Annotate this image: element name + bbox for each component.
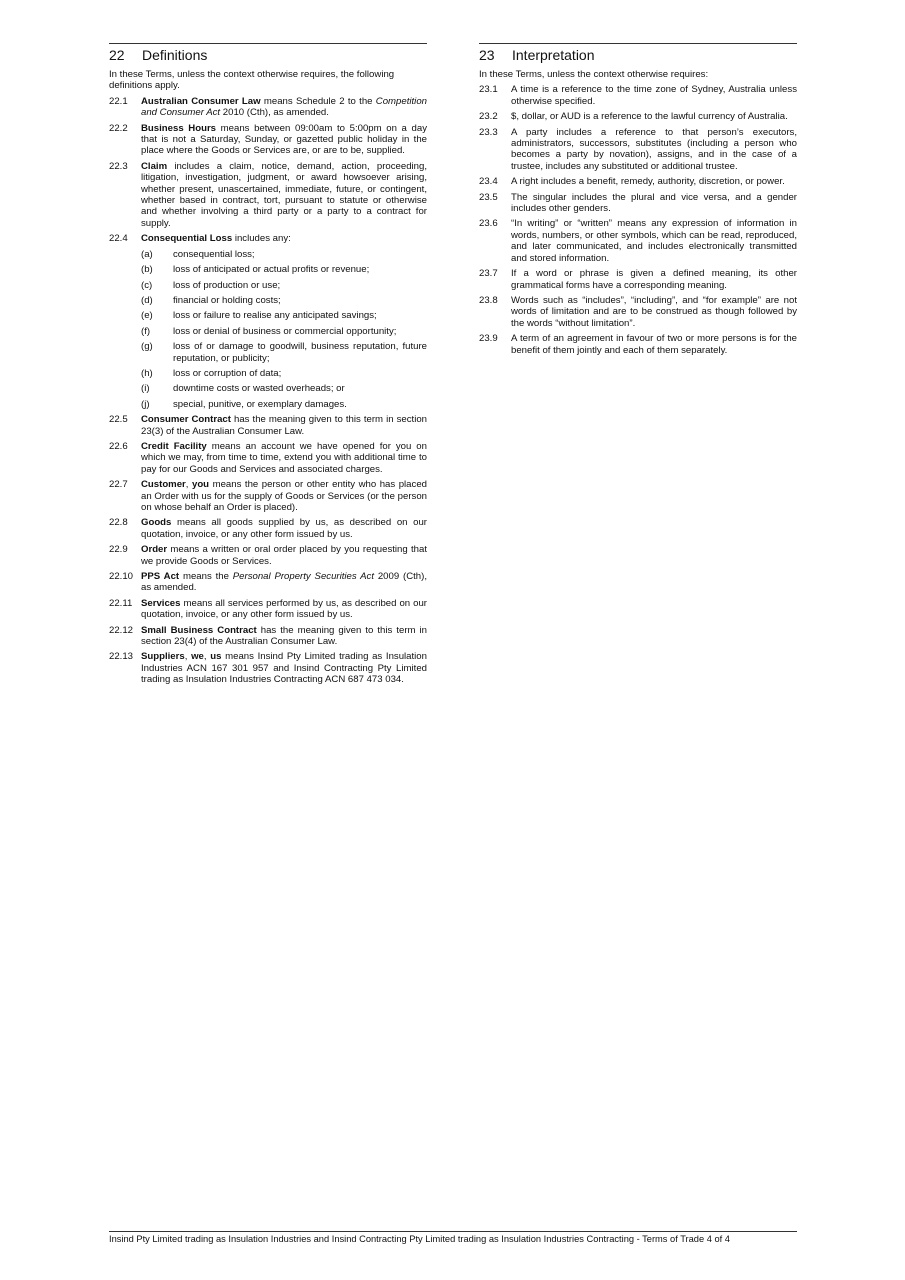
- item-text: A party includes a reference to that person’s executors, administrators, successors, substitutes (including a person who becomes a party by novation), assigns, and in the case of a trustee, includes any substituted or additional trustee.: [511, 126, 797, 172]
- defined-term: Order: [141, 544, 168, 556]
- list-item-text: loss or corruption of data;: [173, 367, 282, 379]
- defined-term: PPS Act: [141, 571, 180, 583]
- list-item-number: (e): [141, 310, 153, 322]
- item-number: 22.3: [109, 160, 128, 172]
- interpretation-item: [479, 268, 797, 291]
- item-number: 23.9: [479, 333, 498, 345]
- item-number: 23.1: [479, 84, 498, 96]
- defined-term: Goods: [141, 517, 172, 529]
- item-number: 23.7: [479, 268, 498, 280]
- item-number: 22.4: [109, 233, 128, 245]
- list-item-text: downtime costs or wasted overheads; or: [173, 383, 345, 395]
- act-title: Personal Property Securities Act: [232, 571, 375, 583]
- defined-term: Claim: [141, 160, 168, 172]
- item-text: A term of an agreement in favour of two or more persons is for the benefit of them jointly and each of them separately.: [511, 333, 797, 356]
- list-item-text: financial or holding costs;: [173, 294, 281, 306]
- defined-term: Suppliers: [141, 651, 185, 663]
- item-number: 22.10: [109, 571, 134, 583]
- page-footer: [109, 1231, 797, 1245]
- act-title: Competition and Consumer Act: [141, 95, 427, 119]
- item-body: means the: [179, 571, 233, 583]
- list-item-number: (f): [141, 325, 151, 337]
- definitions-section: [109, 43, 427, 690]
- interpretation-item: [479, 218, 797, 264]
- definition-item: [109, 479, 427, 513]
- item-number: 23.5: [479, 191, 498, 203]
- interpretation-intro: In these Terms, unless the context otherwise requires:: [479, 69, 709, 80]
- section-number: 22: [109, 47, 125, 63]
- item-text: [141, 517, 427, 540]
- item-text: [141, 161, 427, 229]
- definition-item: [109, 233, 427, 244]
- defined-term: us: [210, 651, 222, 663]
- list-item: [141, 399, 427, 410]
- item-body: means an account we have opened for you on which we may, from time to time, extend you with additional time to pay for our Goods and Services and associated charges.: [141, 440, 427, 475]
- item-body: means all goods supplied by us, as described on our quotation, invoice, or any other form issued by us.: [141, 517, 427, 540]
- interpretation-item: [479, 127, 797, 173]
- item-text: “In writing” or “written” means any expression of information in words, numbers, or other symbols, which can be read, reproduced, and later communicated, and includes electronically transmitted and stored information.: [511, 218, 797, 264]
- interpretation-item: [479, 295, 797, 329]
- interpretation-item: [479, 111, 797, 122]
- definition-item: [109, 651, 427, 685]
- defined-term: Business Hours: [141, 122, 217, 134]
- footer-text: Insind Pty Limited trading as Insulation Industries and Insind Contracting Pty Limited trading as Insulation Industries Contracting - Terms of Trade 4 of 4: [109, 1234, 730, 1244]
- item-number: 23.8: [479, 294, 498, 306]
- list-item-text: special, punitive, or exemplary damages.: [173, 398, 347, 410]
- item-body: has the meaning given to this term in section 23(3) of the Australian Consumer Law.: [141, 414, 427, 437]
- list-item-text: loss of anticipated or actual profits or revenue;: [173, 264, 370, 276]
- definitions-intro: In these Terms, unless the context otherwise requires, the following definitions apply.: [109, 69, 395, 92]
- list-item-number: (a): [141, 248, 153, 260]
- definition-item: [109, 598, 427, 621]
- item-text: [141, 479, 427, 513]
- section-title: Interpretation: [512, 47, 595, 63]
- interpretation-heading: [479, 43, 797, 64]
- definition-item: [109, 517, 427, 540]
- definition-item: [109, 544, 427, 567]
- item-text: [141, 414, 427, 437]
- item-text: $, dollar, or AUD is a reference to the lawful currency of Australia.: [511, 111, 788, 123]
- item-number: 23.6: [479, 218, 498, 230]
- item-number: 22.6: [109, 440, 128, 452]
- list-item-number: (g): [141, 341, 153, 353]
- item-text: Words such as “includes”, “including”, and “for example” are not words of limitation and are to be construed as though followed by the words “without limitation”.: [511, 294, 797, 329]
- interpretation-section: [479, 43, 797, 360]
- item-number: 23.3: [479, 126, 498, 138]
- list-item: [141, 310, 427, 321]
- list-item-text: loss of or damage to goodwill, business reputation, future reputation, or publicity;: [173, 341, 427, 364]
- item-text: [141, 96, 427, 119]
- defined-term: you: [191, 479, 210, 491]
- list-item: [141, 368, 427, 379]
- defined-term: Small Business Contract: [141, 624, 257, 636]
- term-separator: ,: [203, 651, 211, 663]
- item-body: means between 09:00am to 5:00pm on a day that is not a Saturday, Sunday, or gazetted public holiday in the place where the Goods or Services are, or are to be, supplied.: [141, 122, 427, 157]
- definition-item: [109, 123, 427, 157]
- section-title: Definitions: [142, 47, 208, 63]
- item-text: The singular includes the plural and vice versa, and a gender includes other genders.: [511, 191, 797, 215]
- item-text: [141, 651, 427, 685]
- defined-term: we: [191, 651, 204, 663]
- defined-term: Credit Facility: [141, 440, 207, 452]
- item-number: 22.5: [109, 414, 128, 426]
- item-number: 22.2: [109, 122, 128, 134]
- interpretation-item: [479, 192, 797, 215]
- interpretation-item: [479, 333, 797, 356]
- defined-term: Services: [141, 597, 181, 609]
- defined-term: Customer: [141, 479, 186, 491]
- item-number: 23.4: [479, 176, 498, 188]
- list-item-text: loss of production or use;: [173, 279, 281, 291]
- list-item: [141, 280, 427, 291]
- section-number: 23: [479, 47, 495, 63]
- term-separator: ,: [185, 479, 192, 491]
- term-separator: ,: [184, 651, 192, 663]
- item-body: includes a claim, notice, demand, action, proceeding, litigation, investigation, judgment, or award howsoever arising, whether present, unascertained, immediate, future, or contingent, whether based in contract, tort, pursuant to statute or otherwise and whether involving a third party or a party to a contract for supply.: [141, 160, 427, 229]
- list-item-number: (h): [141, 367, 153, 379]
- item-body: means the person or other entity who has placed an Order with us for the supply of Goods or Services (or the person on whose behalf an Order is placed).: [141, 479, 427, 513]
- item-body: means Insind Pty Limited trading as Insulation Industries ACN 167 301 957 and Insind Contracting Pty Limited trading as Insulation Industries Contracting ACN 687 473 034.: [141, 651, 427, 686]
- list-item-number: (j): [141, 398, 150, 410]
- item-text: [141, 544, 427, 567]
- item-text: [141, 598, 427, 621]
- item-text: [141, 441, 427, 475]
- item-text: A time is a reference to the time zone of Sydney, Australia unless otherwise specified.: [511, 84, 797, 107]
- item-body: 2010 (Cth), as amended.: [220, 107, 329, 119]
- item-number: 22.13: [109, 651, 134, 663]
- list-item-text: consequential loss;: [173, 248, 255, 260]
- list-item-number: (c): [141, 279, 153, 291]
- list-item-text: loss or denial of business or commercial opportunity;: [173, 325, 397, 337]
- definition-item: [109, 441, 427, 475]
- definitions-heading: [109, 43, 427, 64]
- list-item-text: loss or failure to realise any anticipated savings;: [173, 310, 377, 322]
- item-body: means all services performed by us, as described on our quotation, invoice, or any other form issued by us.: [141, 597, 427, 621]
- defined-term: Consequential Loss: [141, 233, 233, 245]
- item-text: [141, 625, 427, 648]
- item-number: 23.2: [479, 111, 498, 123]
- item-number: 22.8: [109, 517, 128, 529]
- item-text: [141, 123, 427, 157]
- list-item: [141, 249, 427, 260]
- list-item: [141, 326, 427, 337]
- definition-item: [109, 414, 427, 437]
- definition-item: [109, 96, 427, 119]
- item-body: has the meaning given to this term in section 23(4) of the Australian Consumer Law.: [141, 624, 427, 648]
- list-item-number: (d): [141, 294, 153, 306]
- interpretation-item: [479, 84, 797, 107]
- item-body: includes any:: [232, 233, 291, 245]
- definition-item: [109, 571, 427, 594]
- definition-item: [109, 161, 427, 229]
- list-item-number: (b): [141, 264, 153, 276]
- list-item: [141, 295, 427, 306]
- item-number: 22.11: [109, 597, 133, 609]
- item-body: means a written or oral order placed by you requesting that we provide Goods or Services.: [141, 544, 427, 567]
- item-text: A right includes a benefit, remedy, authority, discretion, or power.: [511, 176, 785, 188]
- definition-item: [109, 625, 427, 648]
- list-item-number: (i): [141, 383, 150, 395]
- item-body: 2009 (Cth), as amended.: [141, 571, 427, 594]
- item-text: [141, 571, 427, 594]
- list-item: [141, 264, 427, 275]
- item-text: [141, 233, 427, 244]
- interpretation-item: [479, 176, 797, 187]
- defined-term: Consumer Contract: [141, 414, 231, 426]
- item-number: 22.1: [109, 95, 128, 107]
- item-number: 22.9: [109, 544, 128, 556]
- item-text: If a word or phrase is given a defined meaning, its other grammatical forms have a corresponding meaning.: [511, 268, 797, 291]
- item-number: 22.12: [109, 624, 134, 636]
- item-body: means Schedule 2 to the: [260, 95, 376, 107]
- item-number: 22.7: [109, 479, 128, 491]
- list-item: [141, 383, 427, 394]
- defined-term: Australian Consumer Law: [141, 95, 261, 107]
- list-item: [141, 341, 427, 364]
